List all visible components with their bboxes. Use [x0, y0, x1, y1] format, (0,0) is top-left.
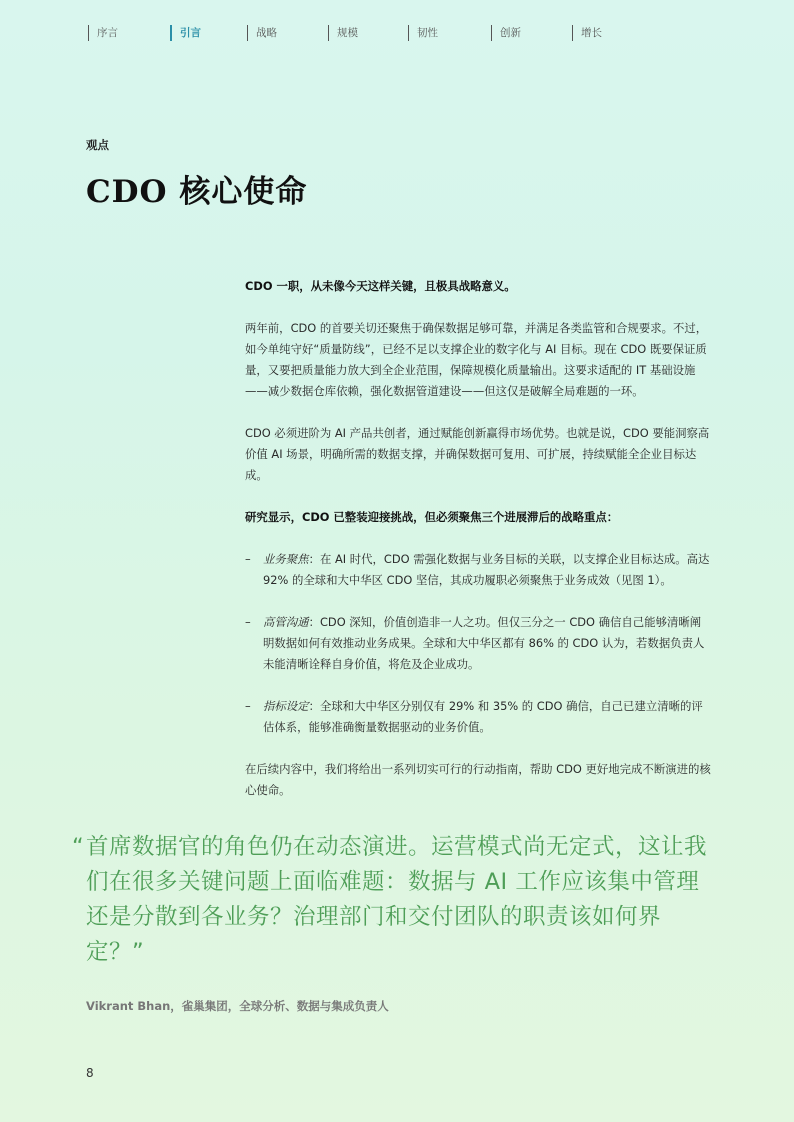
- list-item: [245, 549, 711, 591]
- page-title: CDO 核心使命: [86, 174, 308, 210]
- list-item: [245, 696, 711, 738]
- nav-item-strategy[interactable]: 战略: [247, 25, 277, 41]
- dash-icon: –: [245, 552, 251, 566]
- dash-icon: –: [245, 615, 251, 629]
- section-nav: [0, 25, 794, 43]
- body-content: [245, 276, 711, 801]
- nav-item-resilience[interactable]: 韧性: [408, 25, 438, 41]
- bullet-text: ：CDO 深知，价值创造非一人之功。但仅三分之一 CDO 确信自己能够清晰阐明数据如何有效推动业务成果。全球和大中华区都有 86% 的 CDO 认为，若数据负责人未能清晰诠释自身价值，将危及企业成功。: [263, 615, 705, 671]
- closing-paragraph: 在后续内容中，我们将给出一系列切实可行的行动指南，帮助 CDO 更好地完成不断演进的核心使命。: [245, 762, 711, 797]
- list-item: [245, 612, 711, 675]
- nav-item-scale[interactable]: 规模: [328, 25, 358, 41]
- pull-quote: [74, 830, 714, 970]
- nav-item-growth[interactable]: 增长: [572, 25, 602, 41]
- nav-item-innovation[interactable]: 创新: [491, 25, 521, 41]
- quote-attribution: Vikrant Bhan，雀巢集团，全球分析、数据与集成负责人: [86, 999, 389, 1013]
- open-quote-mark: “: [72, 834, 85, 860]
- bullet-term: 高管沟通: [263, 615, 309, 629]
- body-paragraph-2: CDO 必须进阶为 AI 产品共创者，通过赋能创新赢得市场优势。也就是说，CDO 要能洞察高价值 AI 场景，明确所需的数据支撑，并确保数据可复用、可扩展，持续赋能全企业目标达成。: [245, 426, 710, 482]
- nav-item-preface[interactable]: 序言: [88, 25, 118, 41]
- dash-icon: –: [245, 699, 251, 713]
- body-paragraph-1: 两年前，CDO 的首要关切还聚焦于确保数据足够可靠，并满足各类监管和合规要求。不过，如今单纯守好“质量防线”，已经不足以支撑企业的数字化与 AI 目标。现在 CDO 既要保证质量，又要把质量能力放大到全企业范围，保障规模化质量输出。这要求适配的 IT 基础设施——减少数据仓库依赖，强化数据管道建设——但这仅是破解全局难题的一环。: [245, 321, 708, 398]
- lead-paragraph: CDO 一职，从未像今天这样关键，且极具战略意义。: [245, 279, 516, 293]
- bullet-term: 业务聚焦: [263, 552, 309, 566]
- page-number: 8: [86, 1066, 94, 1080]
- subhead: 研究显示，CDO 已整装迎接挑战，但必须聚焦三个进展滞后的战略重点：: [245, 510, 619, 524]
- quote-text: 首席数据官的角色仍在动态演进。运营模式尚无定式，这让我们在很多关键问题上面临难题：数据与 AI 工作应该集中管理还是分散到各业务？治理部门和交付团队的职责该如何界定？”: [86, 834, 708, 965]
- bullet-text: ：全球和大中华区分别仅有 29% 和 35% 的 CDO 确信，自己已建立清晰的评估体系，能够准确衡量数据驱动的业务价值。: [263, 699, 703, 734]
- nav-item-introduction[interactable]: 引言: [170, 25, 201, 41]
- bullet-text: ：在 AI 时代，CDO 需强化数据与业务目标的关联，以支撑企业目标达成。高达 92% 的全球和大中华区 CDO 坚信，其成功履职必须聚焦于业务成效（见图 1）。: [263, 552, 710, 587]
- bullet-term: 指标设定: [263, 699, 309, 713]
- priority-list: [245, 549, 711, 738]
- section-eyebrow: 观点: [86, 138, 109, 152]
